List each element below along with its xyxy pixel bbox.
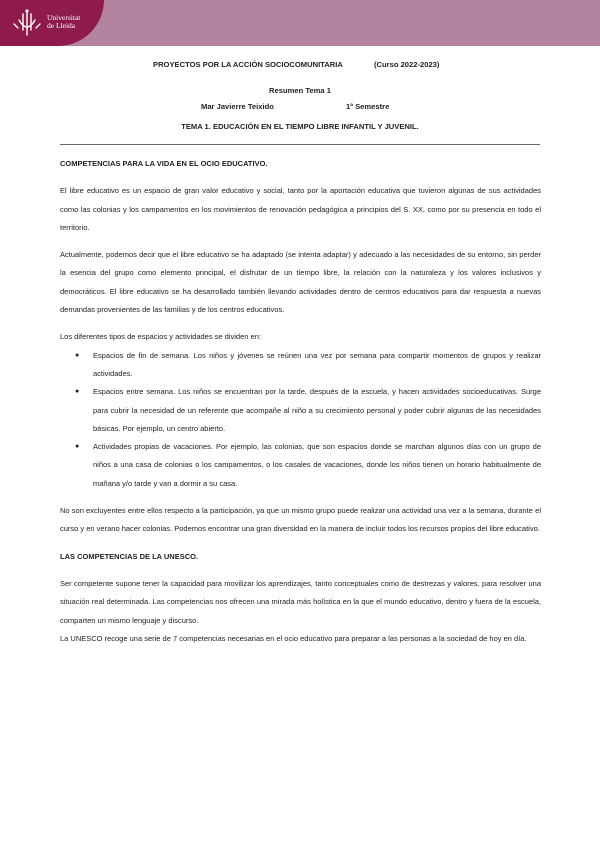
list-item-text: Espacios entre semana. Los niños se encuentran por la tarde, después de la escuela, y hacen actividades socioeducativas. Surge para cubrir la necesidad de un referente que acompañe al niño a su crecimiento personal y poder cubrir algunas de las necesidades básicas. Por ejemplo, un centro abierto. (93, 387, 541, 433)
summary-label: Resumen Tema 1 (269, 86, 331, 95)
header-divider (60, 144, 540, 145)
list-item-text: Espacios de fin de semana. Los niños y jóvenes se reúnen una vez por semana para compartir momentos de grupos y realizar actividades. (93, 350, 541, 378)
list-item (60, 438, 541, 493)
bullet-icon: ● (75, 443, 80, 451)
bullet-icon: ● (75, 388, 80, 396)
course-label: (Curso 2022-2023) (374, 60, 440, 69)
section2-paragraph-2: La UNESCO recoge una serie de 7 competencias necesarias en el ocio educativo para preparar a las personas a la sociedad de hoy en día. (60, 633, 527, 643)
list-item-text: Actividades propias de vacaciones. Por ejemplo, las colonias, que son espacios donde se marchan algunos días con un grupo de niños a una casa de colonias o los campamentos, o los casales de vacaciones, donde los niños tienen un horario habitualmente de mañana y/o tarde y van a dormir a su casa. (93, 442, 541, 488)
document-body (60, 150, 541, 648)
university-crest-icon (10, 8, 44, 38)
document-title: PROYECTOS POR LA ACCIÓN SOCIOCOMUNITARIA (153, 60, 343, 69)
author-name: Mar Javierre Teixido (201, 102, 274, 111)
university-name-line2: de Lleida (47, 21, 76, 30)
section1-paragraph-2: Actualmente, podemos decir que el libre educativo se ha adaptado (se intenta adaptar) y adecuado a las necesidades de su entorno, sin perder la esencia del grupo como elemento principal, el disfrutar de un tiempo libre, la relación con la naturaleza y los valores inclusivos y democráticos. El libre educativo se ha desarrollado también llevando actividades dentro de centros educativos para dar respuesta a nuevas demandas provenientes de las familias y de los centros educativos. (60, 250, 541, 315)
topic-title: TEMA 1. EDUCACIÓN EN EL TIEMPO LIBRE INFANTIL Y JUVENIL. (181, 122, 419, 131)
bullet-icon: ● (75, 351, 80, 359)
list-item (60, 347, 541, 384)
list-item (60, 383, 541, 438)
activity-list (60, 347, 541, 493)
section1-paragraph-3: No son excluyentes entre ellos respecto a la participación, ya que un mismo grupo puede realizar una actividad una vez a la semana, durante el curso y en verano hacer colonias. Podemos encontrar una gran diversidad en la manera de incluir todos los recursos propios del libre educativo. (60, 506, 541, 534)
semester-label: 1º Semestre (346, 102, 390, 111)
section1-paragraph-1: El libre educativo es un espacio de gran valor educativo y social, tanto por la aportación educativa que tuvieron algunas de sus actividades como las colonias y los campamentos en los movimientos de renovación pedagógica a principios del S. XX, como por su presencia en todo el territorio. (60, 186, 541, 232)
section1-heading: COMPETENCIAS PARA LA VIDA EN EL OCIO EDUCATIVO. (60, 159, 268, 168)
university-name-line1: Universitat (47, 13, 81, 22)
university-name (47, 14, 80, 30)
section2-paragraph-1: Ser competente supone tener la capacidad para movilizar los aprendizajes, tanto conceptuales como de destrezas y valores, para resolver una situación real determinada. Las competencias nos ofrecen una mirada más holística en la que el mundo educativo, dentro y fuera de la escuela, comparten un mismo lenguaje y discurso. (60, 578, 541, 625)
section2-heading: LAS COMPETENCIAS DE LA UNESCO. (60, 551, 199, 561)
list-intro: Los diferentes tipos de espacios y actividades se dividen en: (60, 332, 261, 342)
